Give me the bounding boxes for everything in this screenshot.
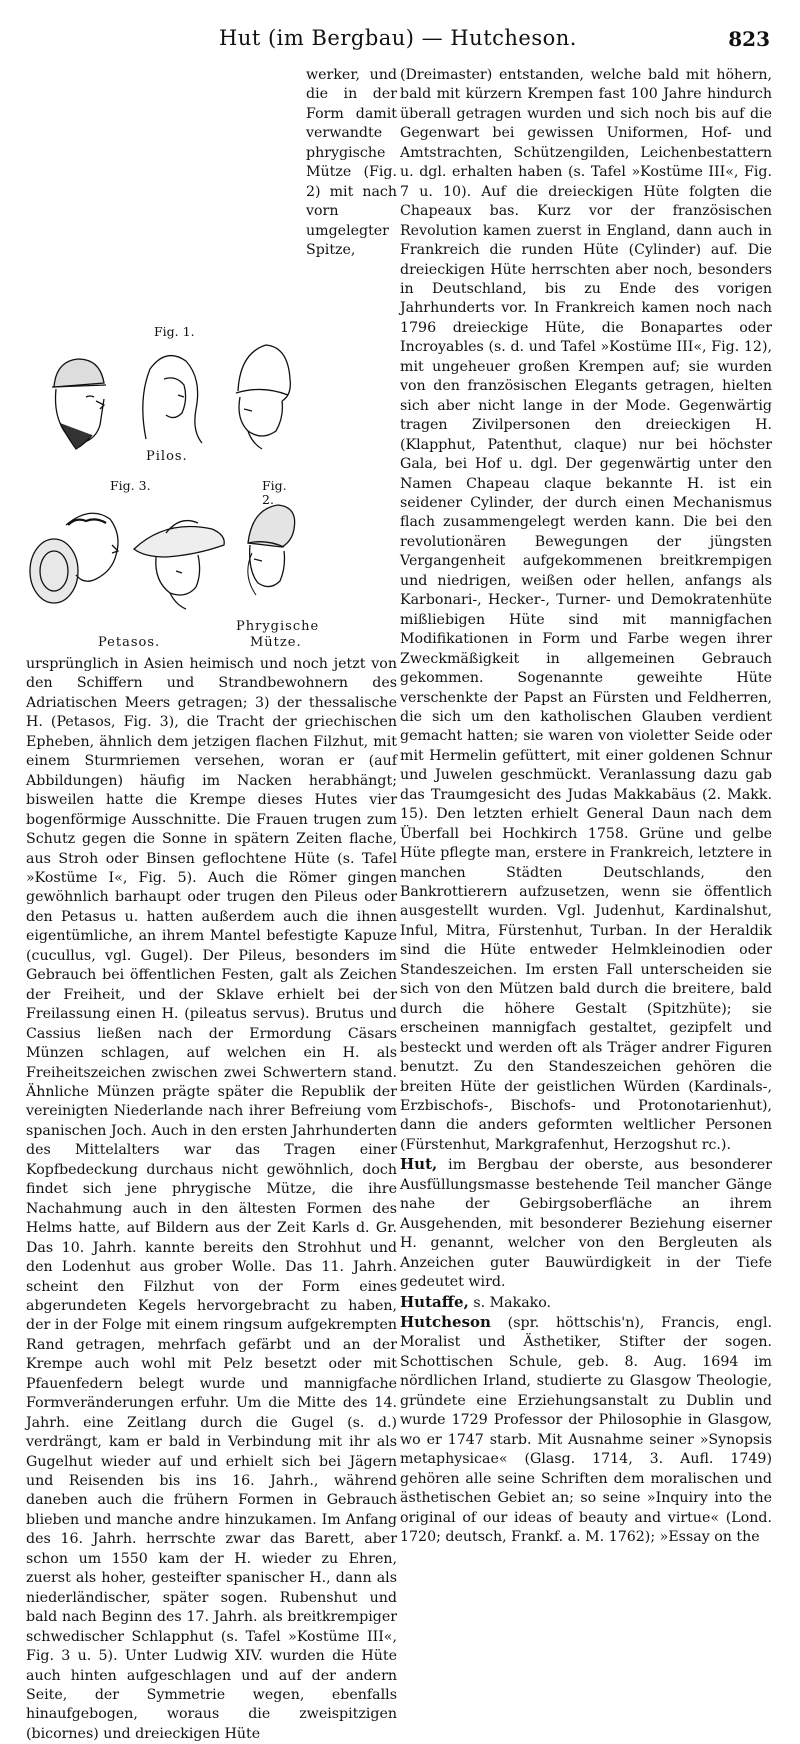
right-text-paragraph: (Dreimaster) entstanden, welche bald mit höhern, bald mit kürzern Krempen fast 100 Jahre hindurch überall getragen wurden und sich noch bis auf die Gegenwart bei gewissen Uniformen, Hof- und Amtstrachten, Schützengilden, Leichenbestattern u. dgl. erhalten haben (s. Tafel »Kostüme III«, Fig. 7 u. 10). Auf die dreieckigen Hüte folgten die Chapeaux bas. Kurz vor der französischen Revolution kamen zuerst in England, dann auch in Frankreich die runden Hüte (Cylinder) auf. Die dreieckigen Hüte herrschten aber noch, besonders in Deutschland, bis zu Ende des vorigen Jahrhunderts vor. In Frankreich kamen noch nach 1796 dreieckige Hüte, die Bonapartes oder Incroyables (s. d. und Tafel »Kostüme III«, Fig. 12), mit ungeheuer großen Krempen auf; sie wurden von den französischen Elegants getragen, hielten sich aber nicht lange in der Mode. Gegenwärtig tragen Zivilpersonen den dreieckigen H. (Klapphut, Patenthut, claque) nur bei höchster Gala, bei Hof u. dgl. Der gegenwärtig unter den Namen Chapeau claque bekannte H. ist ein seidener Cylinder, der durch einen Mechanismus flach zusammengelegt werden kann. Die bei den revolutionären Bewegungen der jüngsten Vergangenheit aufgekommenen breitkrempigen und niedrigen, weißen oder hellen, anfangs als Karbonari-, Hecker-, Turner- und Demokratenhüte mißliebigen Hüte sind mit mannigfachen Modifikationen in Form und Farbe wegen ihrer Zweckmäßigkeit in allgemeinen Gebrauch gekommen. Sogenannte geweihte Hüte verschenkte der Papst an Fürsten und Feldherren, die sich um den katholischen Glauben verdient gemacht hatten; sie waren von violetter Seide oder mit Hermelin gefüttert, mit einer goldenen Schnur und Juwelen geschmückt. Veranlassung dazu gab das Traumgesicht des Judas Makkabäus (2. Makk. 15). Den letzten erhielt General Daun nach dem Überfall bei Hochkirch 1758. Grüne und gelbe Hüte pflegte man, erstere in Frankreich, letztere in manchen Städten Deutschlands, den Bankrottierern aufzusetzen, wenn sie öffentlich ausgestellt wurden. Vgl. Judenhut, Kardinalshut, Inful, Mitra, Fürstenhut, Turban. In der Heraldik sind die Hüte entweder Helmkleinodien oder Standeszeichen. Im ersten Fall unterscheiden sie sich von den Mützen bald durch die breitere, bald durch die höhere Gestalt (Spitzhüte); sie erscheinen mannigfach gestaltet, gezipfelt und besteckt und werden oft als Träger andrer Figuren benutzt. Zu den Standeszeichen gehören die breiten Hüte der geistlichen Würden (Kardinals-, Erzbischofs-, Bischofs- und Protonotarienhut), dann die anders geformten weltlicher Personen (Fürstenhut, Markgrafenhut, Herzogshut rc.). (400, 67, 772, 1153)
fig1-label: Fig. 1. (154, 324, 195, 339)
left-column-text (26, 66, 397, 1744)
left-text-paragraph: werker, und die in der Form damit verwandte phrygische Mütze (Fig. 2) mit nach vorn umgelegter Spitze, ursprünglich in Asien heimisch und noch jetzt von den Schiffern und Strandbewohnern des Adriatischen Meers getragen; 3) der thessalische H. (Petasos, Fig. 3), die Tracht der griechischen Epheben, ähnlich dem jetzigen flachen Filzhut, mit einem Sturmriemen versehen, woran er (auf Abbildungen) häufig im Nacken herabhängt; bisweilen hatte die Krempe dieses Hutes vier bogenförmige Ausschnitte. Die Frauen trugen zum Schutz gegen die Sonne in spätern Zeiten flache, aus Stroh oder Binsen geflochtene Hüte (s. Tafel »Kostüme I«, Fig. 5). Auch die Römer gingen gewöhnlich barhaupt oder trugen den Pileus oder den Petasus u. hatten außerdem auch die ihnen eigentümliche, an ihrem Mantel befestigte Kapuze (cucullus, vgl. Gugel). Der Pileus, besonders im Gebrauch bei öffentlichen Festen, galt als Zeichen der Freiheit, und der Sklave erhielt bei der Freilassung einen H. (pileatus servus). Brutus und Cassius ließen nach der Ermordung Cäsars Münzen schlagen, auf welchen ein H. als Freiheitszeichen zwischen zwei Schwertern stand. Ähnliche Münzen prägte später die Republik der vereinigten Niederlande nach ihrer Befreiung vom spanischen Joch. Auch in den ersten Jahrhunderten des Mittelalters war das Tragen einer Kopfbedeckung durchaus nicht gewöhnlich, doch findet sich jene phrygische Mütze, die ihre Nachahmung auch in den ältesten Formen des Helms hatte, auf Bildern aus der Zeit Karls d. Gr. Das 10. Jahrh. kannte bereits den Strohhut und den Lodenhut aus grober Wolle. Das 11. Jahrh. scheint den Filzhut von der Form eines abgerundeten Kegels hervorgebracht zu haben, der in der Folge mit einem ringsum aufgekrempten Rand getragen, mehrfach gefärbt und an der Krempe auch wohl mit Pelz besetzt oder mit Pfauenfedern belegt wurde und mannigfache Formveränderungen erfuhr. Um die Mitte des 14. Jahrh. eine Zeitlang durch die Gugel (s. d.) verdrängt, kam er bald in Verbindung mit ihr als Gugelhut wieder auf und erhielt sich bei Jägern und Reisenden bis ins 16. Jahrh., während daneben auch die frühern Formen in Gebrauch blieben und manche andre hinzukamen. Im Anfang des 16. Jahrh. herrschte zwar das Barett, aber schon um 1550 kam der H. wieder zu Ehren, zuerst als hoher, gesteifter spanischer H., dann als niederländischer, später sogen. Rubenshut und bald nach Beginn des 17. Jahrh. als breitkrempiger schwedischer Schlapphut (s. Tafel »Kostüme III«, Fig. 3 u. 5). Unter Ludwig XIV. wurden die Hüte auch hinten aufgeschlagen und auf der andern Seite, der Symmetrie wegen, ebenfalls hinaufgebogen, woraus die zweispitzigen (bicornes) und dreieckigen Hüte (26, 67, 397, 1742)
pilos-illustration (26, 339, 298, 459)
entry-text-hut: im Bergbau der oberste, aus besonderer Ausfüllungsmasse bestehende Teil mancher Gänge nahe der Gebirgsoberfläche an ihrem Ausgehenden, mit besonderer Beziehung eiserner H. genannt, welcher von den Bergleuten als Anzeichen guter Bauwürdigkeit in der Tiefe gedeutet wird. (400, 1157, 772, 1291)
pilos-caption: Pilos. (146, 449, 188, 464)
entry-lemma-hut: Hut, (400, 1155, 438, 1174)
petasos-phrygian-illustration (26, 495, 298, 615)
petasos-caption: Petasos. (98, 635, 161, 650)
fig2-label: Fig. 2. (262, 478, 287, 507)
figure-area (26, 319, 320, 655)
entry-hutaffe (400, 1293, 772, 1313)
page-number: 823 (728, 27, 770, 51)
entry-hutcheson (400, 1313, 772, 1547)
page-header (26, 26, 770, 60)
entry-text-hutcheson: (spr. höttschis'n), Francis, engl. Moralist und Ästhetiker, Stifter der sogen. Schottischen Schule, geb. 8. Aug. 1694 im nördlichen Irland, studierte zu Glasgow Theologie, gründete eine Erziehungsanstalt zu Dublin und wurde 1729 Professor der Philosophie in Glasgow, wo er 1747 starb. Mit Ausnahme seiner »Synopsis metaphysicae« (Glasg. 1714, 3. Aufl. 1749) gehören alle seine Schriften dem moralischen und ästhetischen Gebiet an; so seine »Inquiry into the original of our ideas of beauty and virtue« (Lond. 1720; deutsch, Frankf. a. M. 1762); »Essay on the (400, 1315, 772, 1545)
phrygian-caption-2: Mütze. (250, 635, 302, 650)
right-column (400, 66, 772, 1547)
fig3-label: Fig. 3. (110, 478, 151, 493)
entry-text-hutaffe: s. Makako. (468, 1294, 552, 1311)
running-title: Hut (im Bergbau) — Hutcheson. (219, 26, 577, 50)
entry-lemma-hutaffe: Hutaffe, (400, 1292, 469, 1311)
entry-hut-bergbau (400, 1155, 772, 1292)
phrygian-caption-1: Phrygische (236, 619, 320, 634)
entry-lemma-hutcheson: Hutcheson (400, 1313, 491, 1331)
